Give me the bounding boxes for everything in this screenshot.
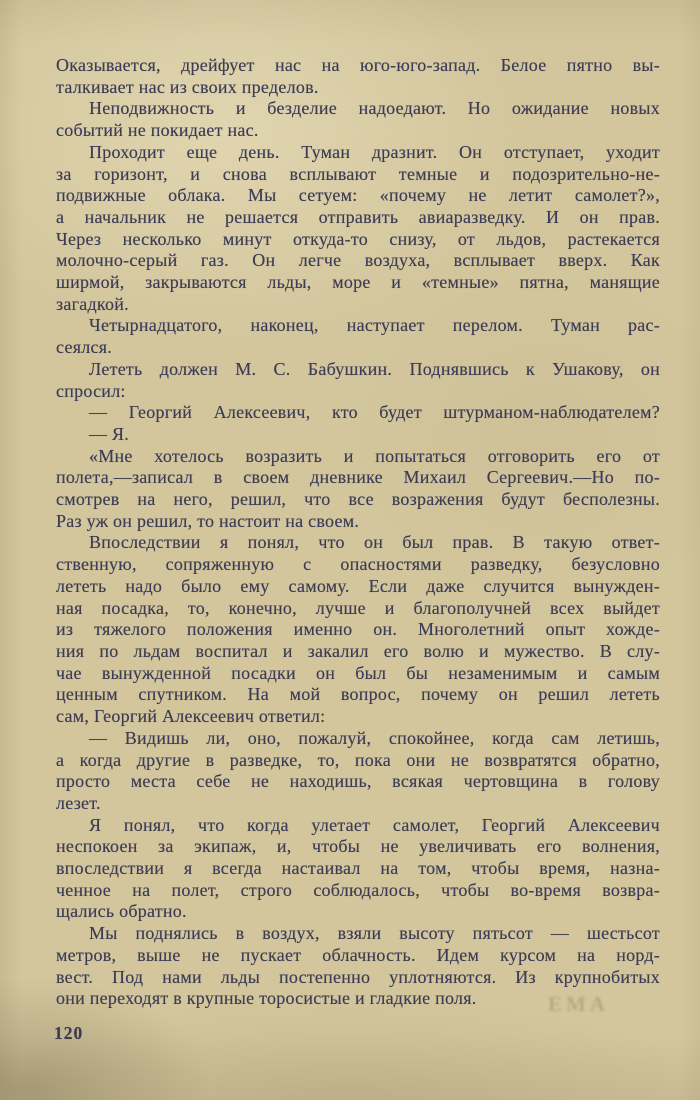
text-line: Впоследствии я понял, что он был прав. В такую ответ- bbox=[89, 532, 660, 553]
text-line: Лететь должен М. С. Бабушкин. Поднявшись к Ушакову, он bbox=[89, 358, 660, 379]
text-line: из тяжелого положения именно он. Многолетний опыт хожде- bbox=[56, 619, 660, 640]
bleed-through-text: ЕМА bbox=[548, 992, 609, 1016]
text-line: смотрев на него, решил, что все возражения будут бесполезны. bbox=[56, 489, 660, 510]
text-line: чае вынужденной посадки он был бы незаменимым и самым bbox=[56, 662, 660, 683]
text-line: за горизонт, и снова всплывают темные и подозрительно-не- bbox=[56, 163, 660, 184]
text-line: — Я. bbox=[89, 423, 130, 444]
text-line: подвижные облака. Мы сетуем: «почему не летит самолет?», bbox=[56, 185, 660, 206]
text-line: впоследствии я всегда настаивал на том, чтобы время, назна- bbox=[56, 858, 660, 879]
text-line: талкивает нас из своих пределов. bbox=[56, 76, 319, 97]
text-line: а когда другие в разведке, то, пока они не возвратятся обратно, bbox=[56, 749, 660, 770]
text-line: Через несколько минут откуда-то снизу, от льдов, растекается bbox=[56, 228, 660, 249]
text-line: загадкой. bbox=[56, 293, 129, 314]
text-line: молочно-серый газ. Он легче воздуха, всплывает вверх. Как bbox=[56, 250, 660, 271]
text-line: спросил: bbox=[56, 380, 126, 401]
text-line: сам, Георгий Алексеевич ответил: bbox=[56, 706, 326, 727]
text-line: ния по льдам воспитал и закалил его волю и мужество. В слу- bbox=[56, 640, 660, 661]
text-line: метров, выше не пускает облачность. Идем курсом на норд- bbox=[56, 944, 660, 965]
text-line: ширмой, закрываются льды, море и «темные» пятна, манящие bbox=[56, 272, 660, 293]
text-line: «Мне хотелось возразить и попытаться отговорить его от bbox=[89, 445, 660, 466]
text-line: Проходит еще день. Туман дразнит. Он отступает, уходит bbox=[89, 141, 660, 162]
text-line: лезет. bbox=[56, 792, 101, 813]
text-line: ценным спутником. На мой вопрос, почему он решил лететь bbox=[56, 684, 660, 705]
text-line: Мы поднялись в воздух, взяли высоту пятьсот — шестьсот bbox=[89, 923, 660, 944]
text-line: они переходят в крупные торосистые и гладкие поля. bbox=[56, 988, 477, 1009]
text-line: ственную, сопряженную с опасностями разведку, безусловно bbox=[56, 554, 660, 575]
page-text-block bbox=[56, 55, 660, 1010]
text-line: — Георгий Алексеевич, кто будет штурманом-наблюдателем? bbox=[89, 402, 660, 423]
text-line: Неподвижность и безделие надоедают. Но ожидание новых bbox=[89, 98, 660, 119]
text-line: Четырнадцатого, наконец, наступает перелом. Туман рас- bbox=[89, 315, 660, 336]
text-line: событий не покидает нас. bbox=[56, 120, 259, 141]
text-line: а начальник не решается отправить авиаразведку. И он прав. bbox=[56, 206, 660, 227]
page-number: 120 bbox=[54, 1022, 84, 1043]
text-line: вест. Под нами льды постепенно уплотняются. Из крупнобитых bbox=[56, 966, 660, 987]
text-line: ченное на полет, строго соблюдалось, чтобы во-время возвра- bbox=[56, 879, 660, 900]
text-line: полета,—записал в своем дневнике Михаил Сергеевич.—Но по- bbox=[56, 467, 660, 488]
text-line: Я понял, что когда улетает самолет, Георгий Алексеевич bbox=[89, 814, 660, 835]
text-line: Раз уж он решил, то настоит на своем. bbox=[56, 510, 360, 531]
text-line: сеялся. bbox=[56, 337, 112, 358]
text-line: просто места себе не находишь, всякая чертовщина в голову bbox=[56, 771, 660, 792]
text-line: щались обратно. bbox=[56, 901, 187, 922]
text-line: Оказывается, дрейфует нас на юго-юго-запад. Белое пятно вы- bbox=[56, 55, 660, 75]
text-line: неспокоен за экипаж, и, чтобы не увеличивать его волнения, bbox=[56, 836, 660, 857]
text-line: — Видишь ли, оно, пожалуй, спокойнее, когда сам летишь, bbox=[89, 727, 660, 748]
text-line: лететь надо было ему самому. Если даже случится вынужден- bbox=[56, 575, 660, 596]
text-line: ная посадка, то, конечно, лучше и благополучней всех выйдет bbox=[56, 597, 660, 618]
